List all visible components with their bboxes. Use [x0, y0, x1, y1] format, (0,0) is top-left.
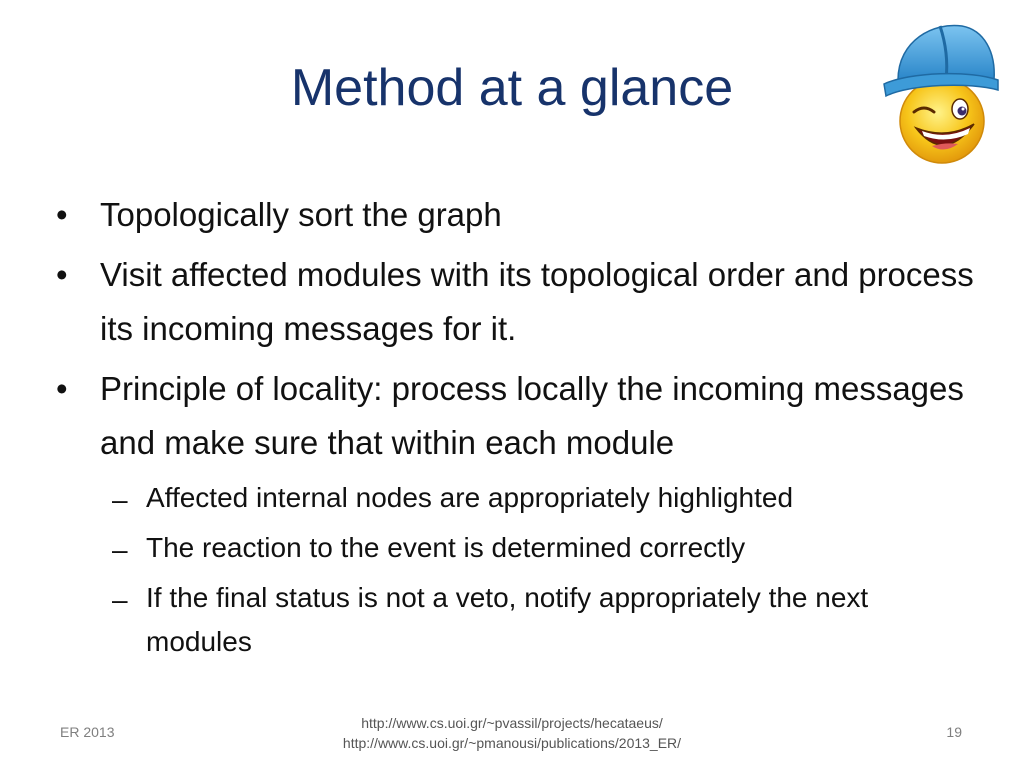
sub-bullet-text: Affected internal nodes are appropriately highlighted	[146, 482, 794, 513]
footer-link-hecataeus[interactable]: http://www.cs.uoi.gr/~pvassil/projects/hecataeus/	[361, 715, 663, 731]
bullet-item	[56, 248, 976, 356]
bullet-list	[56, 188, 976, 670]
page-number: 19	[946, 724, 962, 740]
footer-links	[300, 713, 724, 753]
sub-bullet-mark: –	[112, 584, 128, 615]
bullet-mark: •	[56, 370, 68, 407]
sub-bullet-mark: –	[112, 484, 128, 515]
bullet-text: Principle of locality: process locally the incoming messages and make sure that within each module	[100, 370, 964, 461]
sub-bullet-mark: –	[112, 534, 128, 565]
sub-bullet-item	[56, 526, 976, 570]
bullet-item	[56, 362, 976, 470]
bullet-mark: •	[56, 196, 68, 233]
bullet-text: Visit affected modules with its topological order and process its incoming messages for it.	[100, 256, 974, 347]
sub-bullet-item	[56, 476, 976, 520]
footer-conference: ER 2013	[60, 724, 115, 740]
smiley-hard-hat-icon	[880, 18, 1000, 168]
sub-bullet-item	[56, 576, 976, 664]
sub-bullet-text: The reaction to the event is determined correctly	[146, 532, 746, 563]
footer-link-publication[interactable]: http://www.cs.uoi.gr/~pmanousi/publications/2013_ER/	[342, 735, 682, 751]
slide-title: Method at a glance	[290, 59, 734, 117]
sub-bullet-text: If the final status is not a veto, notify appropriately the next modules	[146, 582, 869, 657]
bullet-text: Topologically sort the graph	[100, 196, 502, 233]
bullet-item	[56, 188, 976, 242]
bullet-mark: •	[56, 256, 68, 293]
